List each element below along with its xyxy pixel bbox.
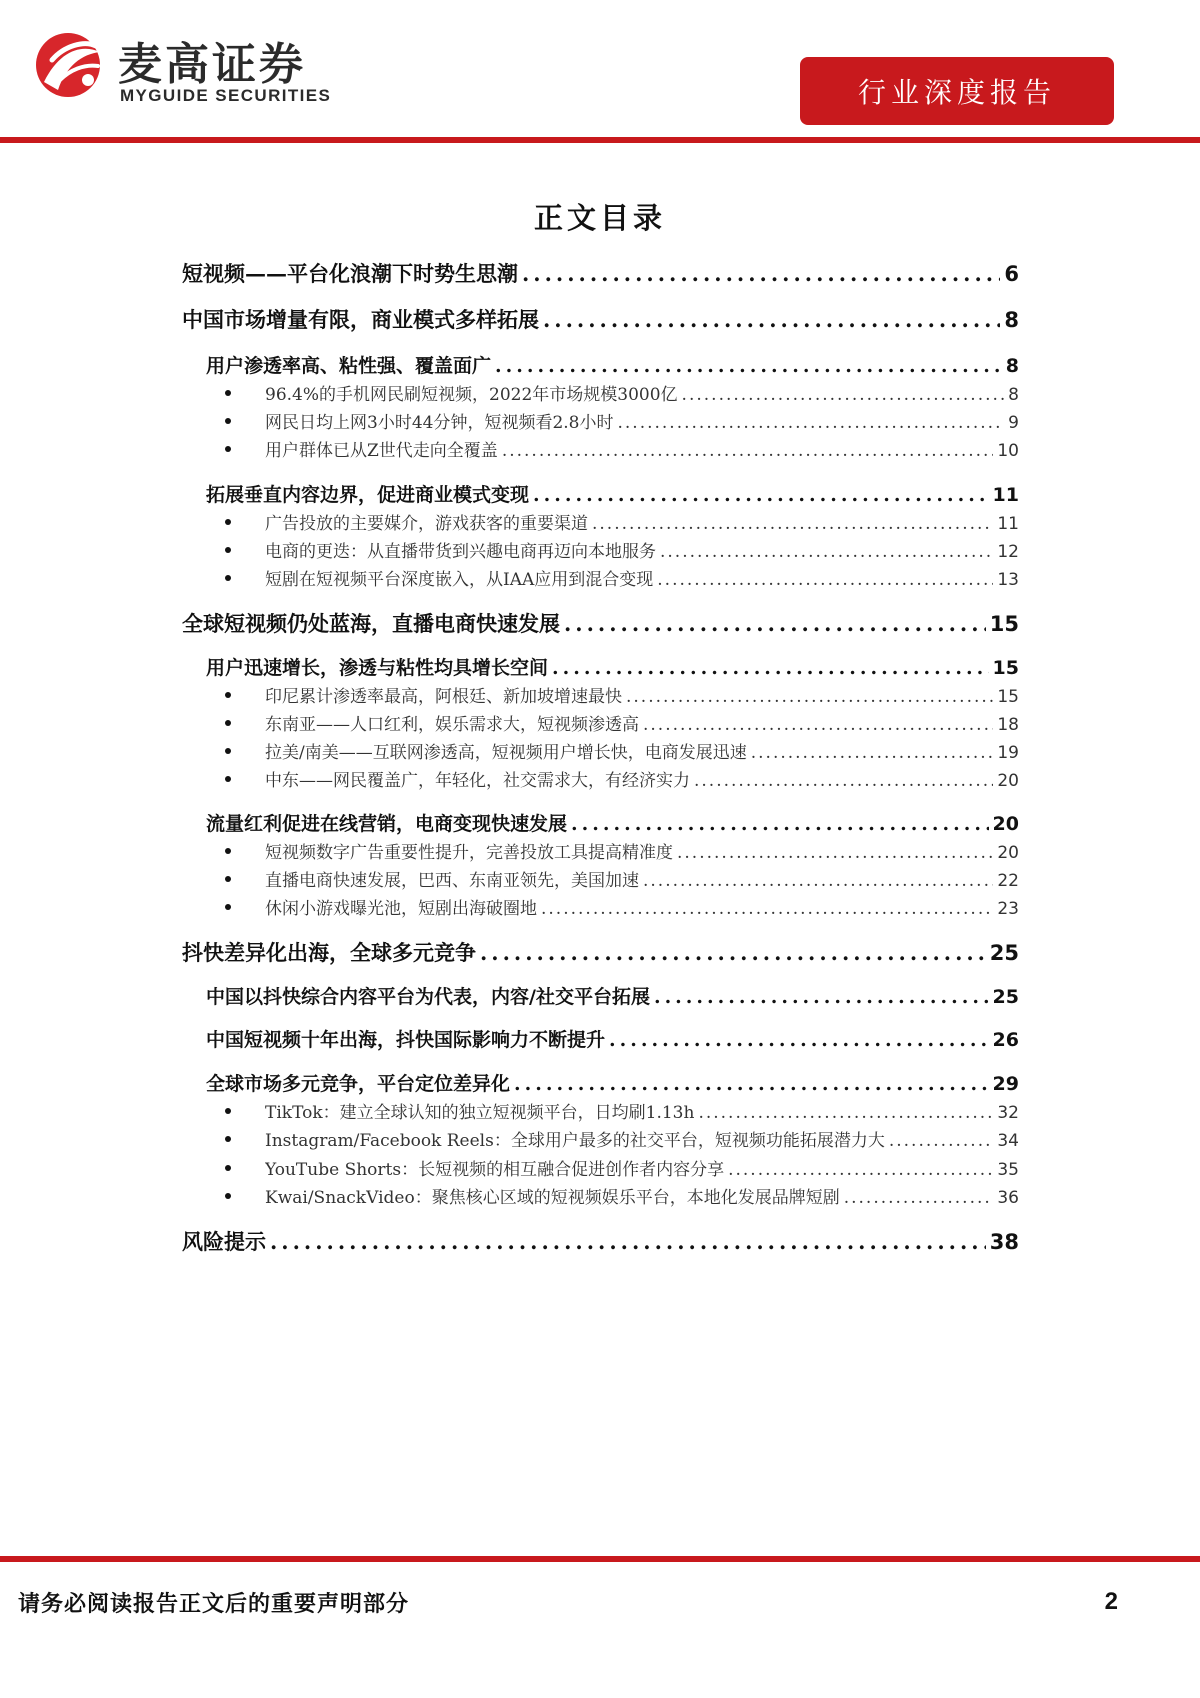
toc-leader (889, 1131, 994, 1151)
bullet-icon (225, 1165, 231, 1171)
toc-leader (643, 715, 993, 735)
toc-leader (698, 1103, 993, 1123)
toc-entry-level3[interactable] (265, 537, 1019, 562)
toc-entry-level3[interactable] (265, 565, 1019, 590)
toc-entry-level3[interactable] (265, 380, 1019, 405)
toc-entry-page: 25 (992, 986, 1019, 1008)
toc-leader (552, 657, 989, 679)
toc-entry-page: 19 (997, 743, 1019, 763)
toc-leader (728, 1160, 993, 1180)
toc-entry-text: 印尼累计渗透率最高，阿根廷、新加坡增速最快 (265, 687, 622, 707)
toc-entry-page: 20 (997, 843, 1019, 863)
toc-leader (543, 307, 1000, 332)
bullet-icon (225, 418, 231, 424)
toc-leader (751, 743, 994, 763)
bullet-icon (225, 1108, 231, 1114)
toc-entry-text: 直播电商快速发展，巴西、东南亚领先，美国加速 (265, 871, 639, 891)
bullet-icon (225, 848, 231, 854)
toc-entry-level3[interactable] (265, 436, 1019, 461)
toc-leader (495, 355, 1002, 377)
toc-entry-page: 15 (992, 657, 1019, 679)
toc-entry-level1[interactable] (182, 937, 1019, 967)
bullet-icon (225, 575, 231, 581)
toc-entry-page: 20 (992, 813, 1019, 835)
toc-entry-level2[interactable] (206, 653, 1019, 680)
toc-entry-page: 13 (997, 570, 1019, 590)
toc-leader (270, 1229, 986, 1254)
toc-leader (682, 385, 1005, 405)
toc-entry-page: 15 (997, 687, 1019, 707)
toc-leader (654, 986, 989, 1008)
bullet-icon (225, 446, 231, 452)
toc-entry-page: 9 (1008, 413, 1019, 433)
toc-entry-page: 8 (1008, 385, 1019, 405)
report-type-badge: 行业深度报告 (800, 57, 1114, 125)
toc-entry-page: 35 (997, 1160, 1019, 1180)
toc-entry-level2[interactable] (206, 809, 1019, 836)
toc-entry-text: 用户迅速增长，渗透与粘性均具增长空间 (206, 657, 549, 679)
bullet-icon (225, 904, 231, 910)
toc-entry-text: Instagram/Facebook Reels：全球用户最多的社交平台，短视频功能拓展潜力大 (265, 1131, 885, 1151)
toc-entry-page: 8 (1005, 355, 1019, 377)
toc-entry-level1[interactable] (182, 608, 1019, 638)
toc-entry-text: 广告投放的主要媒介，游戏获客的重要渠道 (265, 514, 588, 534)
toc-entry-text: Kwai/SnackVideo：聚焦核心区域的短视频娱乐平台，本地化发展品牌短剧 (265, 1188, 840, 1208)
toc-entry-page: 12 (997, 542, 1019, 562)
bullet-icon (225, 876, 231, 882)
bullet-icon (225, 776, 231, 782)
toc-entry-page: 23 (997, 899, 1019, 919)
toc-entry-level3[interactable] (265, 1126, 1019, 1151)
toc-entry-text: 东南亚——人口红利，娱乐需求大，短视频渗透高 (265, 715, 639, 735)
toc-entry-page: 38 (989, 1230, 1019, 1254)
toc-leader (617, 413, 1004, 433)
toc-entry-text: 中国以抖快综合内容平台为代表，内容/社交平台拓展 (206, 986, 650, 1008)
toc-leader (626, 687, 993, 707)
toc-leader (571, 813, 989, 835)
toc-entry-text: 用户群体已从Z世代走向全覆盖 (265, 441, 498, 461)
toc-title: 正文目录 (533, 201, 666, 235)
toc-entry-page: 22 (997, 871, 1019, 891)
toc-entry-level3[interactable] (265, 408, 1019, 433)
toc-entry-text: 中东——网民覆盖广，年轻化，社交需求大，有经济实力 (265, 771, 690, 791)
brand-name-cn: 麦高证券 (118, 39, 306, 90)
toc-entry-text: 用户渗透率高、粘性强、覆盖面广 (206, 355, 492, 377)
toc-entry-page: 32 (997, 1103, 1019, 1123)
toc-entry-level3[interactable] (265, 894, 1019, 919)
toc-entry-level3[interactable] (265, 1183, 1019, 1208)
toc-entry-text: 拉美/南美——互联网渗透高，短视频用户增长快，电商发展迅速 (265, 743, 747, 763)
footer-divider (0, 1556, 1200, 1562)
toc-entry-level2[interactable] (206, 1025, 1019, 1052)
toc-leader (609, 1029, 989, 1051)
toc-entry-page: 36 (997, 1188, 1019, 1208)
toc-entry-level3[interactable] (265, 738, 1019, 763)
toc-entry-text: 拓展垂直内容边界，促进商业模式变现 (206, 484, 530, 506)
toc-leader (564, 611, 986, 636)
toc-entry-text: 抖快差异化出海，全球多元竞争 (182, 940, 476, 965)
toc-leader (541, 899, 993, 919)
toc-entry-text: 风险提示 (182, 1229, 266, 1254)
toc-entry-text: 全球市场多元竞争，平台定位差异化 (206, 1073, 511, 1095)
toc-entry-text: 短视频数字广告重要性提升，完善投放工具提高精准度 (265, 843, 673, 863)
toc-leader (480, 940, 986, 965)
toc-entry-page: 15 (989, 612, 1019, 636)
toc-entry-level2[interactable] (206, 1069, 1019, 1096)
toc-entry-level3[interactable] (265, 710, 1019, 735)
toc-leader (502, 441, 994, 461)
toc-entry-level3[interactable] (265, 866, 1019, 891)
toc-entry-page: 10 (997, 441, 1019, 461)
bullet-icon (225, 748, 231, 754)
brand-name-en: MYGUIDE SECURITIES (120, 86, 332, 105)
toc-entry-level1[interactable] (182, 304, 1019, 334)
bullet-icon (225, 390, 231, 396)
toc-entry-page: 29 (992, 1073, 1019, 1095)
toc-entry-text: YouTube Shorts：长短视频的相互融合促进创作者内容分享 (265, 1160, 725, 1180)
toc-leader (657, 570, 993, 590)
toc-leader (522, 261, 1000, 286)
toc-entry-page: 26 (992, 1029, 1019, 1051)
toc-entry-text: 短剧在短视频平台深度嵌入，从IAA应用到混合变现 (265, 570, 654, 590)
toc-entry-page: 11 (992, 484, 1019, 506)
toc-entry-level3[interactable] (265, 838, 1019, 863)
toc-entry-page: 18 (997, 715, 1019, 735)
toc-leader (643, 871, 993, 891)
toc-entry-level2[interactable] (206, 351, 1019, 378)
toc-entry-text: 网民日均上网3小时44分钟，短视频看2.8小时 (265, 413, 614, 433)
toc-leader (660, 542, 993, 562)
toc-entry-level1[interactable] (182, 258, 1019, 288)
toc-entry-text: 中国短视频十年出海，抖快国际影响力不断提升 (206, 1029, 606, 1051)
bullet-icon (225, 1136, 231, 1142)
toc-leader (694, 771, 993, 791)
toc-entry-level3[interactable] (265, 1098, 1019, 1123)
toc-leader (533, 484, 989, 506)
toc-entry-level2[interactable] (206, 982, 1019, 1009)
bullet-icon (225, 692, 231, 698)
bullet-icon (225, 720, 231, 726)
toc-entry-level3[interactable] (265, 509, 1019, 534)
toc-entry-level3[interactable] (265, 766, 1019, 791)
toc-entry-level3[interactable] (265, 1155, 1019, 1180)
toc-entry-text: TikTok：建立全球认知的独立短视频平台，日均刷1.13h (265, 1103, 695, 1123)
toc-entry-level3[interactable] (265, 682, 1019, 707)
toc-entry-page: 6 (1004, 262, 1019, 286)
bullet-icon (225, 1193, 231, 1199)
page-number: 2 (1104, 1588, 1118, 1615)
toc-entry-text: 电商的更迭：从直播带货到兴趣电商再迈向本地服务 (265, 542, 656, 562)
toc-entry-page: 11 (997, 514, 1019, 534)
toc-entry-page: 8 (1004, 308, 1019, 332)
bullet-icon (225, 547, 231, 553)
toc-entry-text: 96.4%的手机网民刷短视频，2022年市场规模3000亿 (265, 385, 678, 405)
toc-leader (677, 843, 993, 863)
toc-entry-level1[interactable] (182, 1226, 1019, 1256)
toc-leader (592, 514, 993, 534)
toc-entry-text: 短视频——平台化浪潮下时势生思潮 (182, 261, 518, 286)
toc-entry-page: 25 (989, 941, 1019, 965)
toc-leader (514, 1073, 989, 1095)
toc-entry-text: 全球短视频仍处蓝海，直播电商快速发展 (182, 611, 560, 636)
disclaimer-note: 请务必阅读报告正文后的重要声明部分 (18, 1591, 410, 1617)
toc-entry-page: 34 (997, 1131, 1019, 1151)
toc-leader (844, 1188, 994, 1208)
toc-entry-level2[interactable] (206, 480, 1019, 507)
toc-entry-page: 20 (997, 771, 1019, 791)
bullet-icon (225, 519, 231, 525)
toc-entry-text: 流量红利促进在线营销，电商变现快速发展 (206, 813, 568, 835)
toc-entry-text: 中国市场增量有限，商业模式多样拓展 (182, 307, 539, 332)
toc-entry-text: 休闲小游戏曝光池，短剧出海破圈地 (265, 899, 537, 919)
